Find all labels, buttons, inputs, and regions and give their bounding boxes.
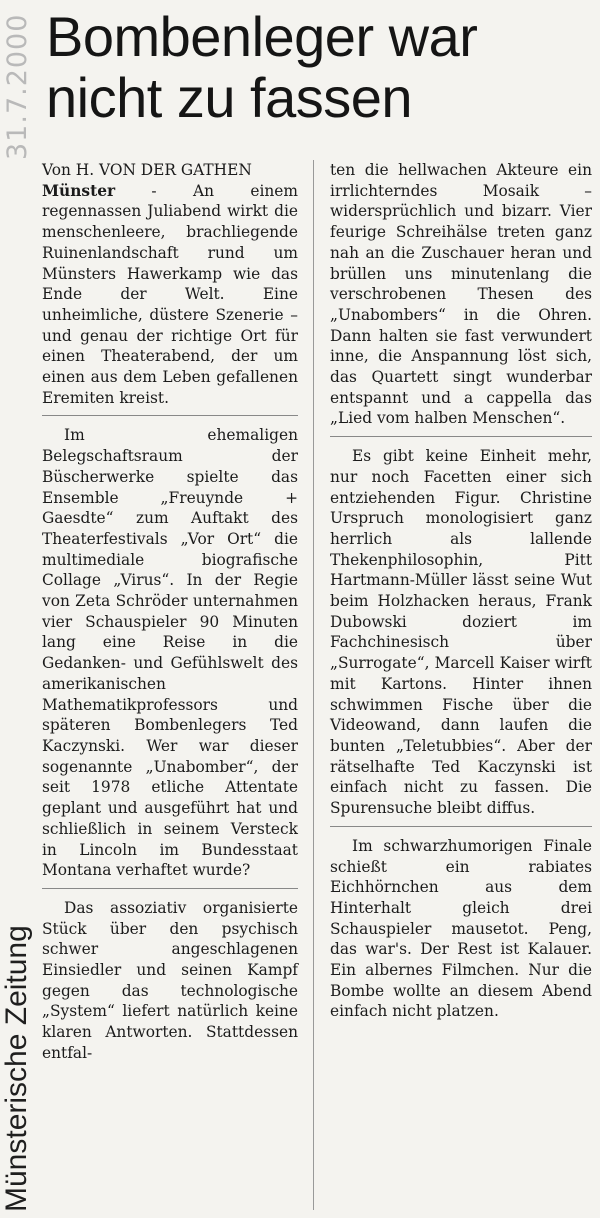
paragraph-6: Im schwarzhumorigen Finale schießt ein rabiates Eichhörnchen aus dem Hinterhalt gleich drei Schauspieler mausetot. Peng, das war's. Der Rest ist Kalauer. Ein albernes Filmchen. Nur die Bombe wollte an diesem Abend einfach nicht platzen. [330, 836, 592, 1021]
newspaper-name: Münsterische Zeitung [0, 925, 33, 1212]
byline: Von H. VON DER GATHEN [42, 161, 252, 179]
dateline-place: Münster [42, 181, 116, 200]
paragraph-1 [42, 181, 298, 409]
paragraph-3: Das assoziativ organisierte Stück über den psychisch schwer angeschlagenen Einsiedler und seinen Kampf gegen das technologische „System“ liefert natürlich keine klaren Antworten. Stattdessen entfal- [42, 898, 298, 1062]
column-divider [313, 160, 314, 1210]
paragraph-1-text: - An einem regennassen Juliabend wirkt die menschenleere, brachliegende Ruinenlandschaft rund um Münsters Hawerkamp wie das Ende der Welt. Eine unheimliche, düstere Szenerie – und genau der richtige Ort für einen Theaterabend, der um einen aus dem Leben gefallenen Eremiten kreist. [42, 181, 298, 407]
paragraph-divider [42, 888, 298, 889]
column-1 [42, 160, 298, 1064]
column-2 [330, 160, 592, 1022]
headline: Bombenleger war nicht zu fassen [46, 5, 478, 129]
paragraph-divider [330, 826, 592, 827]
paragraph-divider [42, 415, 298, 416]
paragraph-5: Es gibt keine Einheit mehr, nur noch Facetten einer sich entziehenden Figur. Christine Urspruch monologisiert ganz herrlich als lallende Thekenphilosophin, Pitt Hartmann-Müller lässt seine Wut beim Holzhacken heraus, Frank Dubowski doziert im Fachchinesisch über „Surrogate“, Marcell Kaiser wirft mit Kartons. Hinter ihnen schwimmen Fische über die Videowand, dann laufen die bunten „Teletubbies“. Aber der rätselhafte Ted Kaczynski ist einfach nicht zu fassen. Die Spurensuche bleibt diffus. [330, 447, 592, 818]
paragraph-4: ten die hellwachen Akteure ein irrlichterndes Mosaik – widersprüchlich und bizarr. Vier feurige Schreihälse treten ganz nah an die Zuschauer heran und brüllen uns minutenlang die verschrobenen Thesen des „Unabombers“ in die Ohren. Dann halten sie fast verwundert inne, die Anspannung löst sich, das Quartett singt wunderbar entspannt und a cappella das „Lied vom halben Menschen“. [330, 161, 592, 428]
paragraph-divider [330, 436, 592, 437]
paragraph-2: Im ehemaligen Belegschaftsraum der Büscherwerke spielte das Ensemble „Freuynde + Gaesdte“ zum Auftakt des Theaterfestivals „Vor Ort“ die multimediale biografische Collage „Virus“. In der Regie von Zeta Schröder unternahmen vier Schauspieler 90 Minuten lang eine Reise in die Gedanken- und Gefühlswelt des amerikanischen Mathematikprofessors und späteren Bombenlegers Ted Kaczynski. Wer war dieser sogenannte „Unabomber“, der seit 1978 etliche Attentate geplant und ausgeführt hat und schließlich in seinem Versteck in Lincoln im Bundesstaat Montana verhaftet wurde? [42, 426, 298, 880]
date-stamp: 31.7.2000 [2, 13, 33, 160]
